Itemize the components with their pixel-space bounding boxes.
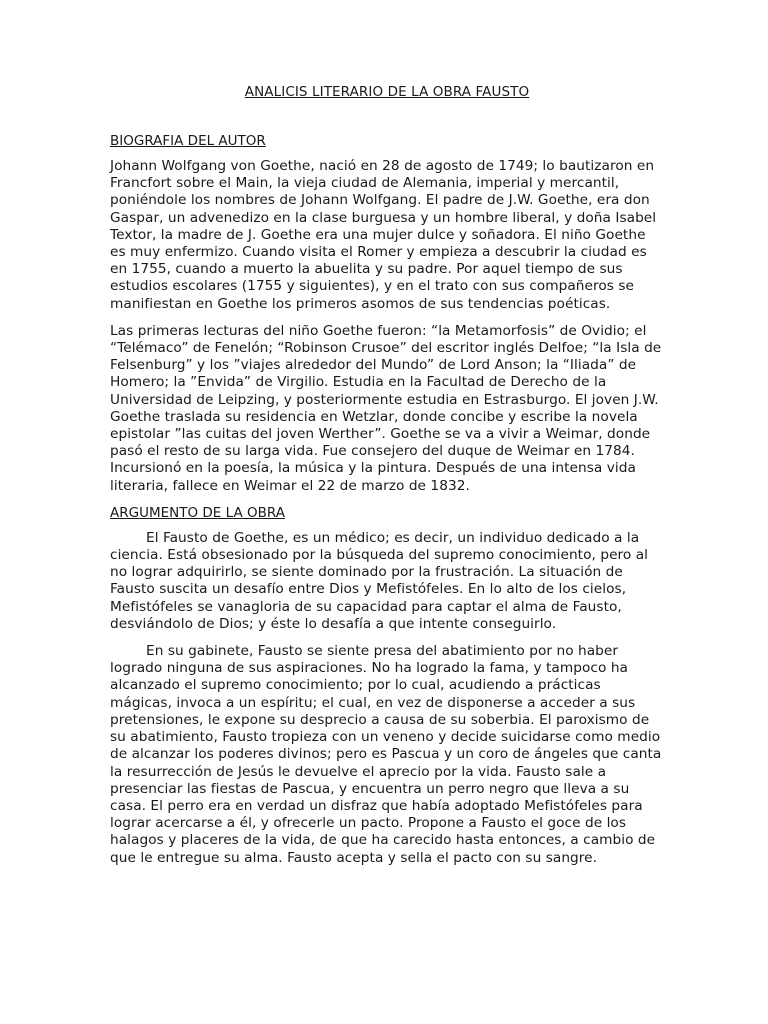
paragraph-argumento-1: El Fausto de Goethe, es un médico; es decir, un individuo dedicado a la ciencia. Está obsesionado por la búsqueda del supremo conocimiento, pero al no lograr adquirirlo, se siente dominado por la frustración. La situación de Fausto suscita un desafío entre Dios y Mefistófeles. En lo alto de los cielos, Mefistófeles se vanagloria de su capacidad para captar el alma de Fausto, desviándolo de Dios; y éste lo desafía a que intente conseguirlo. [110, 529, 649, 632]
section-heading-argumento: ARGUMENTO DE LA OBRA [110, 504, 285, 521]
document-title: ANALICIS LITERARIO DE LA OBRA FAUSTO [244, 84, 530, 100]
section-heading-biografia: BIOGRAFIA DEL AUTOR [110, 133, 266, 149]
paragraph-argumento-2: En su gabinete, Fausto se siente presa del abatimiento por no haber logrado ninguna de sus aspiraciones. No ha logrado la fama, y tampoco ha alcanzado el supremo conocimiento; por lo cual, acudiendo a prácticas mágicas, invoca a un espíritu; el cual, en vez de disponerse a acceder a sus pretensiones, le expone su desprecio a causa de su soberbia. El paroxismo de su abatimiento, Fausto tropieza con un veneno y decide suicidarse como medio de alcanzar los poderes divinos; pero es Pascua y un coro de ángeles que canta la resurrección de Jesús le devuelve el aprecio por la vida. Fausto sale a presenciar las fiestas de Pascua, y encuentra un perro negro que lleva a su casa. El perro era en verdad un disfraz que había adoptado Mefistófeles para lograr acercarse a él, y ofrecerle un pacto. Propone a Fausto el goce de los halagos y placeres de la vida, de que ha carecido hasta entonces, a cambio de que le entregue su alma. Fausto acepta y sella el pacto con su sangre. [110, 643, 662, 866]
paragraph-biografia-1: Johann Wolfgang von Goethe, nació en 28 de agosto de 1749; lo bautizaron en Francfort sobre el Main, la vieja ciudad de Alemania, imperial y mercantil, poniéndole los nombres de Johann Wolfgang. El padre de J.W. Goethe, era don Gaspar, un advenedizo en la clase burguesa y un hombre liberal, y doña Isabel Textor, la madre de J. Goethe era una mujer dulce y soñadora. El niño Goethe es muy enfermizo. Cuando visita el Romer y empieza a descubrir la ciudad es en 1755, cuando a muerto la abuelita y su padre. Por aquel tiempo de sus estudios escolares (1755 y siguientes), y en el trato con sus compañeros se manifiestan en Goethe los primeros asomos de sus tendencias poéticas. [110, 158, 657, 312]
paragraph-biografia-2: Las primeras lecturas del niño Goethe fueron: “la Metamorfosis” de Ovidio; el “Telémaco” de Fenelón; “Robinson Crusoe” del escritor inglés Delfoe; “la Isla de Felsenburg” y los ”viajes alrededor del Mundo” de Lord Anson; la “Iliada” de Homero; la ”Envida” de Virgilio. Estudia en la Facultad de Derecho de la Universidad de Leipzing, y posteriormente estudia en Estrasburgo. El joven J.W. Goethe traslada su residencia en Wetzlar, donde concibe y escribe la novela epistolar ”las cuitas del joven Werther”. Goethe se va a vivir a Weimar, donde pasó el resto de su larga vida. Fue consejero del duque de Weimar en 1784. Incursionó en la poesía, la música y la pintura. Después de una intensa vida literaria, fallece en Weimar el 22 de marzo de 1832. [110, 322, 662, 494]
